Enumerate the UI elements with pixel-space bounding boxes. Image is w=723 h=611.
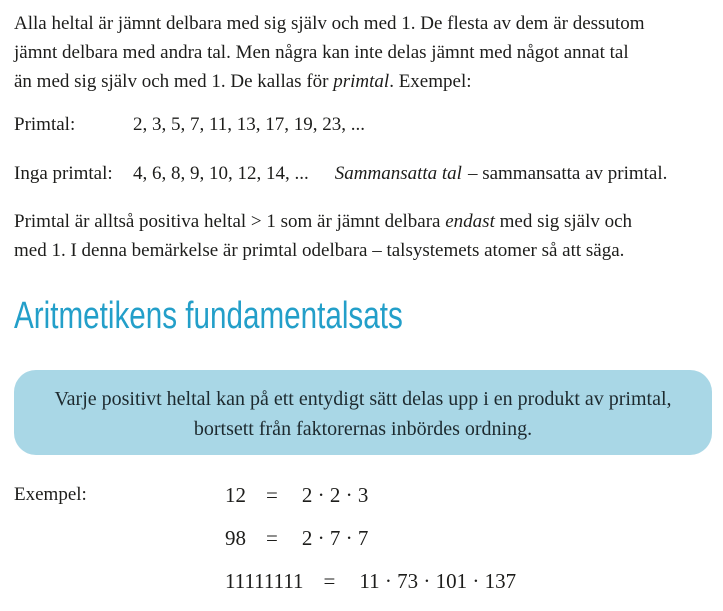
- equation-equals: =: [266, 526, 278, 550]
- primes-row: [14, 112, 365, 138]
- equation-lhs: 12: [225, 483, 246, 507]
- definition-line-1-end: med sig själv och: [494, 211, 633, 232]
- primes-label: Primtal:: [14, 114, 76, 135]
- intro-paragraph: [14, 9, 645, 96]
- theorem-line-2: bortsett från faktorernas inbördes ordning.: [193, 418, 533, 440]
- equation-row: [225, 482, 516, 508]
- composite-description: – sammansatta av primtal.: [467, 163, 668, 184]
- non-primes-label: Inga primtal:: [14, 163, 113, 184]
- definition-paragraph: [14, 207, 632, 265]
- intro-line-3: [14, 67, 645, 96]
- definition-line-1-start: Primtal är alltså positiva heltal > 1 som är jämnt delbara: [14, 211, 446, 232]
- intro-line-3-end: . Exempel:: [389, 71, 472, 92]
- definition-line-2: med 1. I denna bemärkelse är primtal odelbara – talsystemets atomer så att säga.: [14, 240, 625, 261]
- section-heading: Aritmetikens fundamentalsats: [14, 295, 403, 337]
- examples-label: Exempel:: [14, 484, 87, 505]
- equation-equals: =: [323, 569, 336, 593]
- definition-line-1: [14, 207, 632, 236]
- equation-row: [225, 525, 516, 551]
- composite-term: Sammansatta tal: [334, 163, 462, 184]
- intro-line-1: Alla heltal är jämnt delbara med sig själv och med 1. De flesta av dem är dessutom: [14, 13, 645, 34]
- theorem-line-1: Varje positivt heltal kan på ett entydigt sätt delas upp i en produkt av primtal,: [54, 388, 672, 410]
- equation-row: [225, 568, 516, 594]
- non-primes-row: [14, 161, 667, 187]
- intro-line-2: jämnt delbara med andra tal. Men några kan inte delas jämnt med något annat tal: [14, 42, 629, 63]
- non-primes-values: 4, 6, 8, 9, 10, 12, 14, ...: [133, 163, 309, 184]
- equation-rhs: 2 · 7 · 7: [301, 526, 369, 550]
- theorem-box: [14, 370, 712, 455]
- equation-lhs: 98: [225, 526, 246, 550]
- equation-rhs: 11 · 73 · 101 · 137: [359, 569, 517, 593]
- primtal-term: primtal: [333, 71, 390, 92]
- equations-block: [225, 482, 516, 611]
- equation-lhs: 11111111: [225, 569, 304, 593]
- primes-values: 2, 3, 5, 7, 11, 13, 17, 19, 23, ...: [133, 114, 366, 135]
- intro-line-3-start: än med sig själv och med 1. De kallas för: [14, 71, 334, 92]
- equation-equals: =: [266, 483, 278, 507]
- equation-rhs: 2 · 2 · 3: [301, 483, 369, 507]
- endast-term: endast: [445, 211, 495, 232]
